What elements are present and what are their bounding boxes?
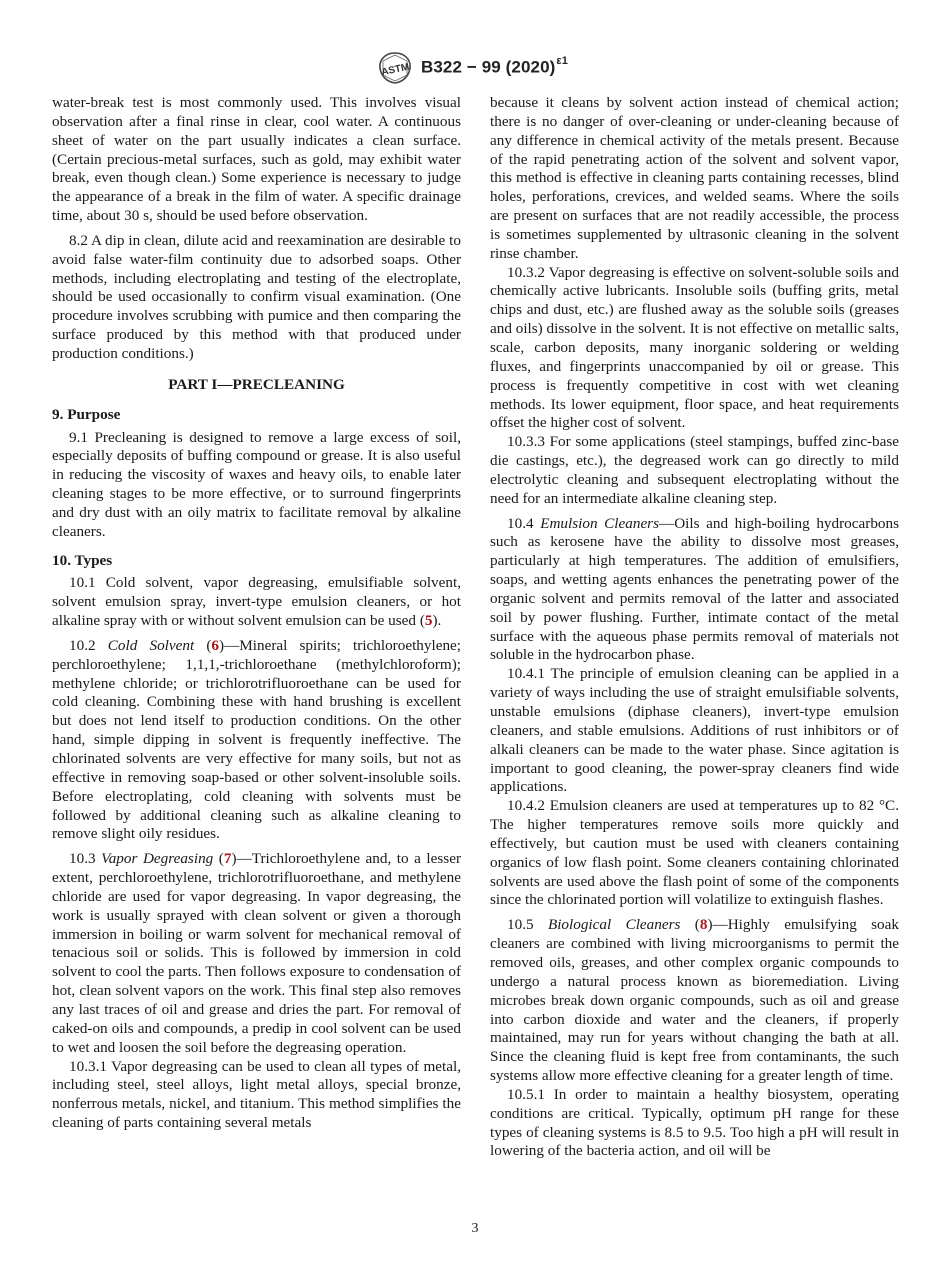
section-9-heading: 9. Purpose (52, 405, 121, 423)
paragraph-continued-right: because it cleans by solvent action instead of chemical action; there is no danger of over-cleaning or under-cleaning because of any difference in chemical activity of the metals present. Because of the rapid penetrating action of the solvent and solvent vapor, this method is effective in cleaning parts containing recesses, blind holes, perforations, crevices, and welded seams. Where the soils are present on surfaces that are not readily accessible, the process is sometimes supplemented by ultrasonic cleaning in the solvent rinse chamber. (490, 94, 899, 262)
right-column (490, 94, 899, 1161)
paragraph-10-2: 10.2 Cold Solvent (6)—Mineral spirits; trichloroethylene; perchloroethylene; 1,1,1,-trichloroethane (methylchloroform); methylene chloride; or trichlorotrifluoroethane can be used for cold cleaning. Combining these with hand brushing is excellent but does not lend itself to production conditions. On the other hand, simple dipping in solvent is frequently ineffective. The chlorinated solvents are very effective for many soils, but not as effective in removing soap-based or other solvent-insoluble soils. Before electroplating, cold cleaning with solvents must be followed by additional cleaning such as alkaline cleaning to remove slight oily residues. (52, 636, 462, 843)
reference-link-5[interactable]: 5 (424, 612, 433, 630)
paragraph-10-5: 10.5 Biological Cleaners (8)—Highly emulsifying soak cleaners are combined with living microorganisms to permit the removed oils, greases, and other complex organic compounds to undergo a natural process known as bioremediation. Living microbes break down organic compounds, such as oil and grease into carbon dioxide and water and the cleaners, if properly maintained, may run for years without changing the bath at all. Since the cleaning fluid is kept free from contaminants, the such systems allow more effective cleaning for a greater length of time. (490, 916, 899, 1085)
paragraph-10-4-2: 10.4.2 Emulsion cleaners are used at temperatures up to 82 °C. The higher temperatures remove soils more quickly and effectively, but caution must be used with cleaners containing organics of low flash point. Some cleaners containing chlorinated solvents are used above the flash point of some of the components since the chlorinated portion will volatilize to extinguish flashes. (490, 797, 899, 909)
paragraph-8-2: 8.2 A dip in clean, dilute acid and reexamination are desirable to avoid false water-film continuity due to adsorbed soaps. Other methods, including electroplating and testing of the electroplate, should be used occasionally to confirm visual examination. (One procedure involves scrubbing with pumice and then comparing the surface produced by this method with that produced under production conditions.) (52, 231, 461, 362)
svg-text:ASTM: ASTM (380, 61, 411, 79)
paragraph-10-3: 10.3 Vapor Degreasing (7)—Trichloroethylene and, to a lesser extent, perchloroethylene, trichlorotrifluoroethane, and methylene chloride are used for vapor degreasing. In vapor degreasing, the work is usually sprayed with clean solvent or given a thorough immersion in boiling or warm solvent for mechanical removal of tenacious soil or solids. This is followed by immersion in cold solvent to cool the parts. Then follows exposure to condensation of hot, clean solvent vapors on the work. This final step also removes any last traces of oil and grease and dries the part. For removal of caked-on oils and compounds, a predip in cool solvent can be used to wet and loosen the soil before the degreasing operation. (52, 850, 462, 1056)
reference-link-6[interactable]: 6 (211, 636, 220, 654)
paragraph-continued: water-break test is most commonly used. This involves visual observation after a final rinse in clear, cool water. A continuous sheet of water on the part usually indicates a clean surface. (Certain precious-metal surfaces, such as gold, may exhibit water break, even though clean.) Some experience is necessary to judge the appearance of a break in the film of water. A specific drainage time, about 30 s, should be used before observation. (52, 94, 461, 225)
paragraph-10-3-3: 10.3.3 For some applications (steel stampings, buffed zinc-base die castings, etc.), the degreased work can go directly to mild electrolytic cleaning and subsequent electroplating without the need for an intermediate alkaline cleaning step. (490, 433, 899, 507)
page-number: 3 (471, 1221, 479, 1236)
paragraph-10-5-1: 10.5.1 In order to maintain a healthy biosystem, operating conditions are critical. Typically, optimum pH range for these types of cleaning systems is 8.5 to 9.5. Too high a pH will result in lowering of the bacteria action, and oil will be (490, 1085, 899, 1160)
paragraph-9-1: 9.1 Precleaning is designed to remove a large excess of soil, especially deposits of buffing compound or grease. It is also useful in reducing the viscosity of waxes and heavy oils, to enable later cleaning stages to be more effective, or to surround fingerprints and dry dust with an oily matrix to facilitate removal by alkaline cleaners. (52, 428, 461, 540)
astm-logo-icon (376, 52, 414, 84)
page-header (0, 52, 950, 86)
paragraph-10-3-1: 10.3.1 Vapor degreasing can be used to clean all types of metal, including steel, steel alloys, light metal alloys, special bronze, nonferrous metals, nickel, and titanium. This method simplifies the cleaning of parts containing several metals (52, 1057, 461, 1132)
epsilon-superscript: ε1 (556, 55, 568, 67)
section-10-heading: 10. Types (52, 551, 113, 569)
paragraph-10-4-1: 10.4.1 The principle of emulsion cleaning can be applied in a variety of ways including the use of straight emulsifiable solvents, unstable emulsions (diphase cleaners), invert-type emulsion cleaners, and stable emulsions. Additions of rust inhibitors or of alkali cleaners can be made to the water phase. Since agitation is important to good cleaning, the power-spray cleaners find wide applications. (490, 665, 899, 796)
paragraph-10-1: 10.1 Cold solvent, vapor degreasing, emulsifiable solvent, solvent emulsion spray, invert-type emulsion cleaners, or hot alkaline spray with or without solvent emulsion can be used (5). (52, 574, 461, 630)
left-column (52, 94, 461, 1133)
paragraph-10-3-2: 10.3.2 Vapor degreasing is effective on solvent-soluble soils and chemically active lubricants. Insoluble soils (buffing grits, metal chips and dust, etc.) are flushed away as the soluble soils (greases and oils) dissolve in the solvent. It is not effective on metallic salts, scale, carbon deposits, many inorganic soldering or welding fluxes, and fingerprints unaccompanied by oil or grease. This process is frequently competitive in cost with wet cleaning methods. Its lower equipment, floor space, and heat requirements offset the higher cost of solvent. (490, 263, 899, 432)
reference-link-8[interactable]: 8 (699, 916, 708, 934)
standard-designation: B322 − 99 $(2020)^{\varepsilon 1}$ (421, 55, 568, 77)
paragraph-10-4: 10.4 Emulsion Cleaners—Oils and high-boiling hydrocarbons such as kerosene have the ability to dissolve most greases, particularly at high temperatures. The addition of emulsifiers, soaps, and wetting agents enhances the penetrating power of the organic solvent and permits removal of the latter and associated soil by power flushing. Further, intimate contact of the metal surface with the aqueous phase permits removal of materials not soluble in the hydrocarbon phase. (490, 514, 900, 664)
reference-link-7[interactable]: 7 (223, 850, 232, 868)
part-title: PART I—PRECLEANING (168, 375, 345, 393)
